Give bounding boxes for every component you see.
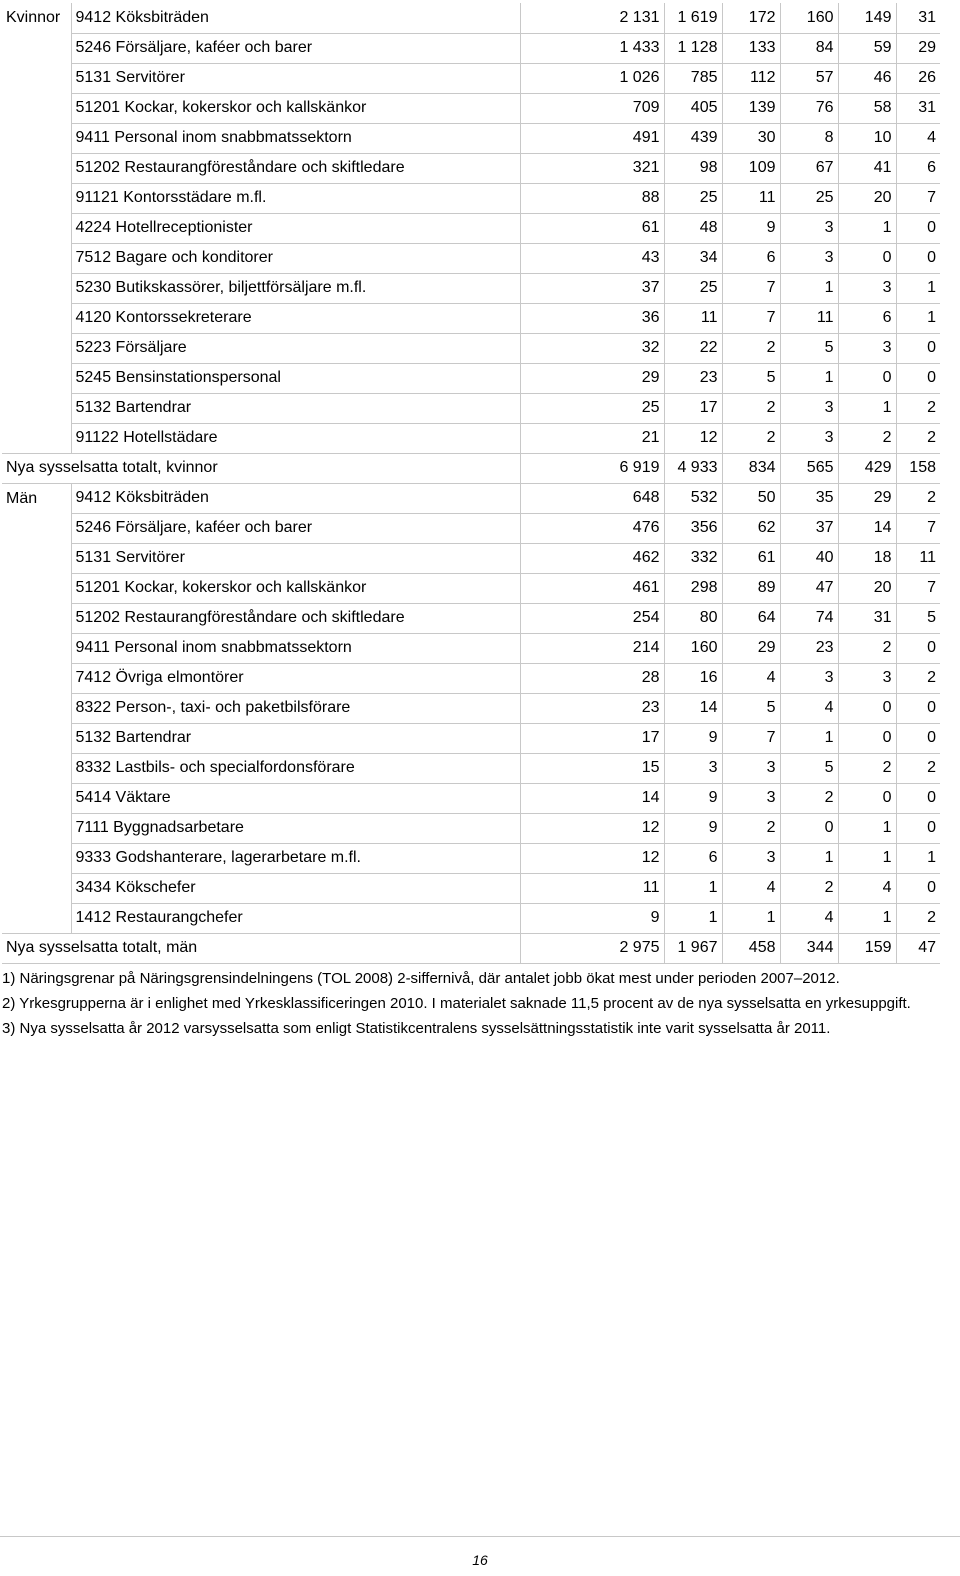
value-cell: 28 [520,663,664,693]
table-row [2,423,940,453]
value-cell: 11 [780,303,838,333]
value-cell: 1 [664,873,722,903]
value-cell: 160 [780,3,838,33]
occupation-cell: 5132 Bartendrar [71,393,520,423]
occupation-cell: 1412 Restaurangchefer [71,903,520,933]
table-row [2,213,940,243]
table-row [2,693,940,723]
value-cell: 1 [838,393,896,423]
occupation-cell: 7512 Bagare och konditorer [71,243,520,273]
value-cell: 25 [520,393,664,423]
value-cell: 5 [722,693,780,723]
occupation-cell: 9412 Köksbiträden [71,3,520,33]
value-cell: 0 [896,213,940,243]
value-cell: 648 [520,483,664,513]
value-cell: 29 [838,483,896,513]
table-row [2,243,940,273]
value-cell: 98 [664,153,722,183]
value-cell: 84 [780,33,838,63]
table-row [2,63,940,93]
value-cell: 3 [838,273,896,303]
value-cell: 62 [722,513,780,543]
value-cell: 4 [838,873,896,903]
table-row [2,843,940,873]
value-cell: 4 [780,693,838,723]
footnotes [2,970,942,1045]
value-cell: 1 [896,273,940,303]
value-cell: 9 [664,723,722,753]
occupation-cell: 8332 Lastbils- och specialfordonsförare [71,753,520,783]
occupation-cell: 7111 Byggnadsarbetare [71,813,520,843]
value-cell: 25 [664,183,722,213]
total-value-cell: 6 919 [520,453,664,483]
value-cell: 41 [838,153,896,183]
value-cell: 20 [838,573,896,603]
value-cell: 0 [838,243,896,273]
value-cell: 14 [838,513,896,543]
value-cell: 64 [722,603,780,633]
value-cell: 0 [896,813,940,843]
value-cell: 3 [838,333,896,363]
occupation-cell: 5132 Bartendrar [71,723,520,753]
value-cell: 1 [780,723,838,753]
value-cell: 20 [838,183,896,213]
table-row [2,873,940,903]
value-cell: 1 [780,273,838,303]
total-value-cell: 4 933 [664,453,722,483]
value-cell: 2 [896,903,940,933]
value-cell: 58 [838,93,896,123]
value-cell: 0 [838,363,896,393]
value-cell: 5 [780,753,838,783]
value-cell: 160 [664,633,722,663]
occupation-cell: 5246 Försäljare, kaféer och barer [71,33,520,63]
footnote-3: 3) Nya sysselsatta år 2012 varsysselsatta som enligt Statistikcentralens sysselsättningsstatistik inte varit sysselsatta år 2011. [2,1020,831,1037]
table-row [2,723,940,753]
value-cell: 14 [664,693,722,723]
value-cell: 36 [520,303,664,333]
value-cell: 47 [780,573,838,603]
value-cell: 214 [520,633,664,663]
value-cell: 1 [838,843,896,873]
value-cell: 0 [896,363,940,393]
value-cell: 29 [520,363,664,393]
total-value-cell: 2 975 [520,933,664,963]
value-cell: 5 [780,333,838,363]
value-cell: 34 [664,243,722,273]
value-cell: 9 [520,903,664,933]
value-cell: 12 [664,423,722,453]
value-cell: 6 [896,153,940,183]
value-cell: 532 [664,483,722,513]
occupation-cell: 3434 Kökschefer [71,873,520,903]
value-cell: 0 [838,723,896,753]
total-value-cell: 158 [896,453,940,483]
occupation-cell: 8322 Person-, taxi- och paketbilsförare [71,693,520,723]
value-cell: 18 [838,543,896,573]
occupation-cell: 9333 Godshanterare, lagerarbetare m.fl. [71,843,520,873]
occupation-cell: 4120 Kontorssekreterare [71,303,520,333]
value-cell: 491 [520,123,664,153]
value-cell: 1 [896,843,940,873]
total-value-cell: 834 [722,453,780,483]
total-value-cell: 344 [780,933,838,963]
value-cell: 37 [520,273,664,303]
occupation-cell: 4224 Hotellreceptionister [71,213,520,243]
occupation-cell: 7412 Övriga elmontörer [71,663,520,693]
occupation-cell: 9411 Personal inom snabbmatssektorn [71,633,520,663]
value-cell: 476 [520,513,664,543]
table-row [2,93,940,123]
table-row [2,183,940,213]
value-cell: 31 [838,603,896,633]
value-cell: 12 [520,843,664,873]
value-cell: 172 [722,3,780,33]
value-cell: 3 [780,393,838,423]
total-row [2,453,940,483]
value-cell: 11 [896,543,940,573]
value-cell: 7 [896,513,940,543]
value-cell: 7 [722,303,780,333]
value-cell: 2 [722,813,780,843]
value-cell: 1 [780,363,838,393]
table-row [2,153,940,183]
value-cell: 40 [780,543,838,573]
value-cell: 32 [520,333,664,363]
value-cell: 26 [896,63,940,93]
value-cell: 4 [780,903,838,933]
value-cell: 461 [520,573,664,603]
value-cell: 0 [780,813,838,843]
value-cell: 7 [896,573,940,603]
occupation-cell: 51201 Kockar, kokerskor och kallskänkor [71,93,520,123]
value-cell: 6 [838,303,896,333]
value-cell: 0 [896,243,940,273]
value-cell: 2 [896,423,940,453]
value-cell: 50 [722,483,780,513]
value-cell: 48 [664,213,722,243]
value-cell: 7 [896,183,940,213]
value-cell: 2 [722,423,780,453]
table-row [2,393,940,423]
value-cell: 1 433 [520,33,664,63]
occupation-cell: 5223 Försäljare [71,333,520,363]
footnote-1: 1) Näringsgrenar på Näringsgrensindelningens (TOL 2008) 2-siffernivå, där antalet jobb ökat mest under perioden 2007–2012. [2,970,840,987]
value-cell: 1 619 [664,3,722,33]
value-cell: 0 [896,693,940,723]
value-cell: 22 [664,333,722,363]
table-row [2,603,940,633]
value-cell: 3 [722,753,780,783]
total-label: Nya sysselsatta totalt, män [2,933,520,963]
occupation-cell: 9412 Köksbiträden [71,483,520,513]
value-cell: 2 [896,753,940,783]
value-cell: 7 [722,723,780,753]
value-cell: 3 [664,753,722,783]
table-row [2,483,940,513]
value-cell: 405 [664,93,722,123]
value-cell: 4 [722,663,780,693]
occupation-cell: 5230 Butikskassörer, biljettförsäljare m.fl. [71,273,520,303]
value-cell: 0 [896,333,940,363]
total-row [2,933,940,963]
value-cell: 3 [722,843,780,873]
value-cell: 57 [780,63,838,93]
value-cell: 2 [838,753,896,783]
value-cell: 133 [722,33,780,63]
table-row [2,303,940,333]
value-cell: 321 [520,153,664,183]
total-value-cell: 429 [838,453,896,483]
value-cell: 9 [664,813,722,843]
table-row [2,903,940,933]
occupation-cell: 5414 Väktare [71,783,520,813]
value-cell: 31 [896,3,940,33]
value-cell: 1 128 [664,33,722,63]
value-cell: 254 [520,603,664,633]
footnote-2: 2) Yrkesgrupperna är i enlighet med Yrkesklassificeringen 2010. I materialet saknade 11,5 procent av de nya sysselsatta en yrkesuppgift. [2,995,911,1012]
value-cell: 9 [664,783,722,813]
value-cell: 3 [838,663,896,693]
value-cell: 15 [520,753,664,783]
value-cell: 88 [520,183,664,213]
page-number: 16 [472,1552,488,1568]
value-cell: 1 [664,903,722,933]
value-cell: 59 [838,33,896,63]
value-cell: 0 [838,783,896,813]
table-row [2,3,940,33]
occupation-cell: 51202 Restaurangföreståndare och skiftledare [71,153,520,183]
value-cell: 23 [520,693,664,723]
value-cell: 43 [520,243,664,273]
value-cell: 30 [722,123,780,153]
value-cell: 709 [520,93,664,123]
value-cell: 2 [780,783,838,813]
occupation-cell: 5245 Bensinstationspersonal [71,363,520,393]
value-cell: 31 [896,93,940,123]
value-cell: 35 [780,483,838,513]
total-value-cell: 159 [838,933,896,963]
value-cell: 298 [664,573,722,603]
value-cell: 139 [722,93,780,123]
value-cell: 3 [780,243,838,273]
value-cell: 149 [838,3,896,33]
data-table [2,3,940,964]
total-value-cell: 47 [896,933,940,963]
value-cell: 2 [838,633,896,663]
value-cell: 3 [780,213,838,243]
value-cell: 1 [838,903,896,933]
table-row [2,813,940,843]
value-cell: 109 [722,153,780,183]
value-cell: 1 [838,213,896,243]
group-label: Kvinnor [6,9,61,26]
value-cell: 14 [520,783,664,813]
table-row [2,33,940,63]
value-cell: 2 [896,663,940,693]
value-cell: 2 [722,333,780,363]
value-cell: 16 [664,663,722,693]
value-cell: 9 [722,213,780,243]
occupation-cell: 91121 Kontorsstädare m.fl. [71,183,520,213]
value-cell: 1 [722,903,780,933]
value-cell: 2 [896,483,940,513]
value-cell: 5 [896,603,940,633]
value-cell: 0 [896,783,940,813]
value-cell: 2 [896,393,940,423]
value-cell: 6 [664,843,722,873]
total-value-cell: 458 [722,933,780,963]
value-cell: 29 [896,33,940,63]
value-cell: 2 131 [520,3,664,33]
value-cell: 29 [722,633,780,663]
occupation-cell: 91122 Hotellstädare [71,423,520,453]
table-row [2,513,940,543]
value-cell: 21 [520,423,664,453]
value-cell: 23 [664,363,722,393]
footer-rule [0,1536,960,1537]
value-cell: 80 [664,603,722,633]
value-cell: 0 [896,723,940,753]
value-cell: 17 [664,393,722,423]
value-cell: 4 [896,123,940,153]
value-cell: 7 [722,273,780,303]
table-row [2,663,940,693]
value-cell: 10 [838,123,896,153]
value-cell: 356 [664,513,722,543]
value-cell: 6 [722,243,780,273]
total-value-cell: 1 967 [664,933,722,963]
table-row [2,123,940,153]
value-cell: 46 [838,63,896,93]
value-cell: 37 [780,513,838,543]
occupation-cell: 5131 Servitörer [71,63,520,93]
value-cell: 1 [780,843,838,873]
value-cell: 0 [896,873,940,903]
value-cell: 2 [722,393,780,423]
table-row [2,363,940,393]
value-cell: 0 [896,633,940,663]
table-row [2,543,940,573]
value-cell: 67 [780,153,838,183]
table-row [2,753,940,783]
value-cell: 439 [664,123,722,153]
value-cell: 4 [722,873,780,903]
value-cell: 2 [780,873,838,903]
value-cell: 1 [896,303,940,333]
value-cell: 8 [780,123,838,153]
value-cell: 11 [520,873,664,903]
value-cell: 785 [664,63,722,93]
occupation-cell: 5131 Servitörer [71,543,520,573]
value-cell: 25 [780,183,838,213]
value-cell: 3 [722,783,780,813]
value-cell: 76 [780,93,838,123]
value-cell: 5 [722,363,780,393]
total-value-cell: 565 [780,453,838,483]
value-cell: 74 [780,603,838,633]
value-cell: 112 [722,63,780,93]
value-cell: 23 [780,633,838,663]
value-cell: 89 [722,573,780,603]
value-cell: 11 [664,303,722,333]
table-row [2,633,940,663]
value-cell: 332 [664,543,722,573]
occupation-cell: 51202 Restaurangföreståndare och skiftledare [71,603,520,633]
table-row [2,783,940,813]
value-cell: 61 [520,213,664,243]
value-cell: 11 [722,183,780,213]
table-row [2,573,940,603]
value-cell: 25 [664,273,722,303]
table-row [2,273,940,303]
value-cell: 61 [722,543,780,573]
total-label: Nya sysselsatta totalt, kvinnor [2,453,520,483]
value-cell: 0 [838,693,896,723]
value-cell: 1 [838,813,896,843]
value-cell: 2 [838,423,896,453]
table-row [2,333,940,363]
value-cell: 17 [520,723,664,753]
group-label: Män [2,483,71,933]
value-cell: 3 [780,423,838,453]
occupation-cell: 9411 Personal inom snabbmatssektorn [71,123,520,153]
value-cell: 462 [520,543,664,573]
value-cell: 12 [520,813,664,843]
occupation-cell: 51201 Kockar, kokerskor och kallskänkor [71,573,520,603]
occupation-cell: 5246 Försäljare, kaféer och barer [71,513,520,543]
value-cell: 1 026 [520,63,664,93]
value-cell: 3 [780,663,838,693]
